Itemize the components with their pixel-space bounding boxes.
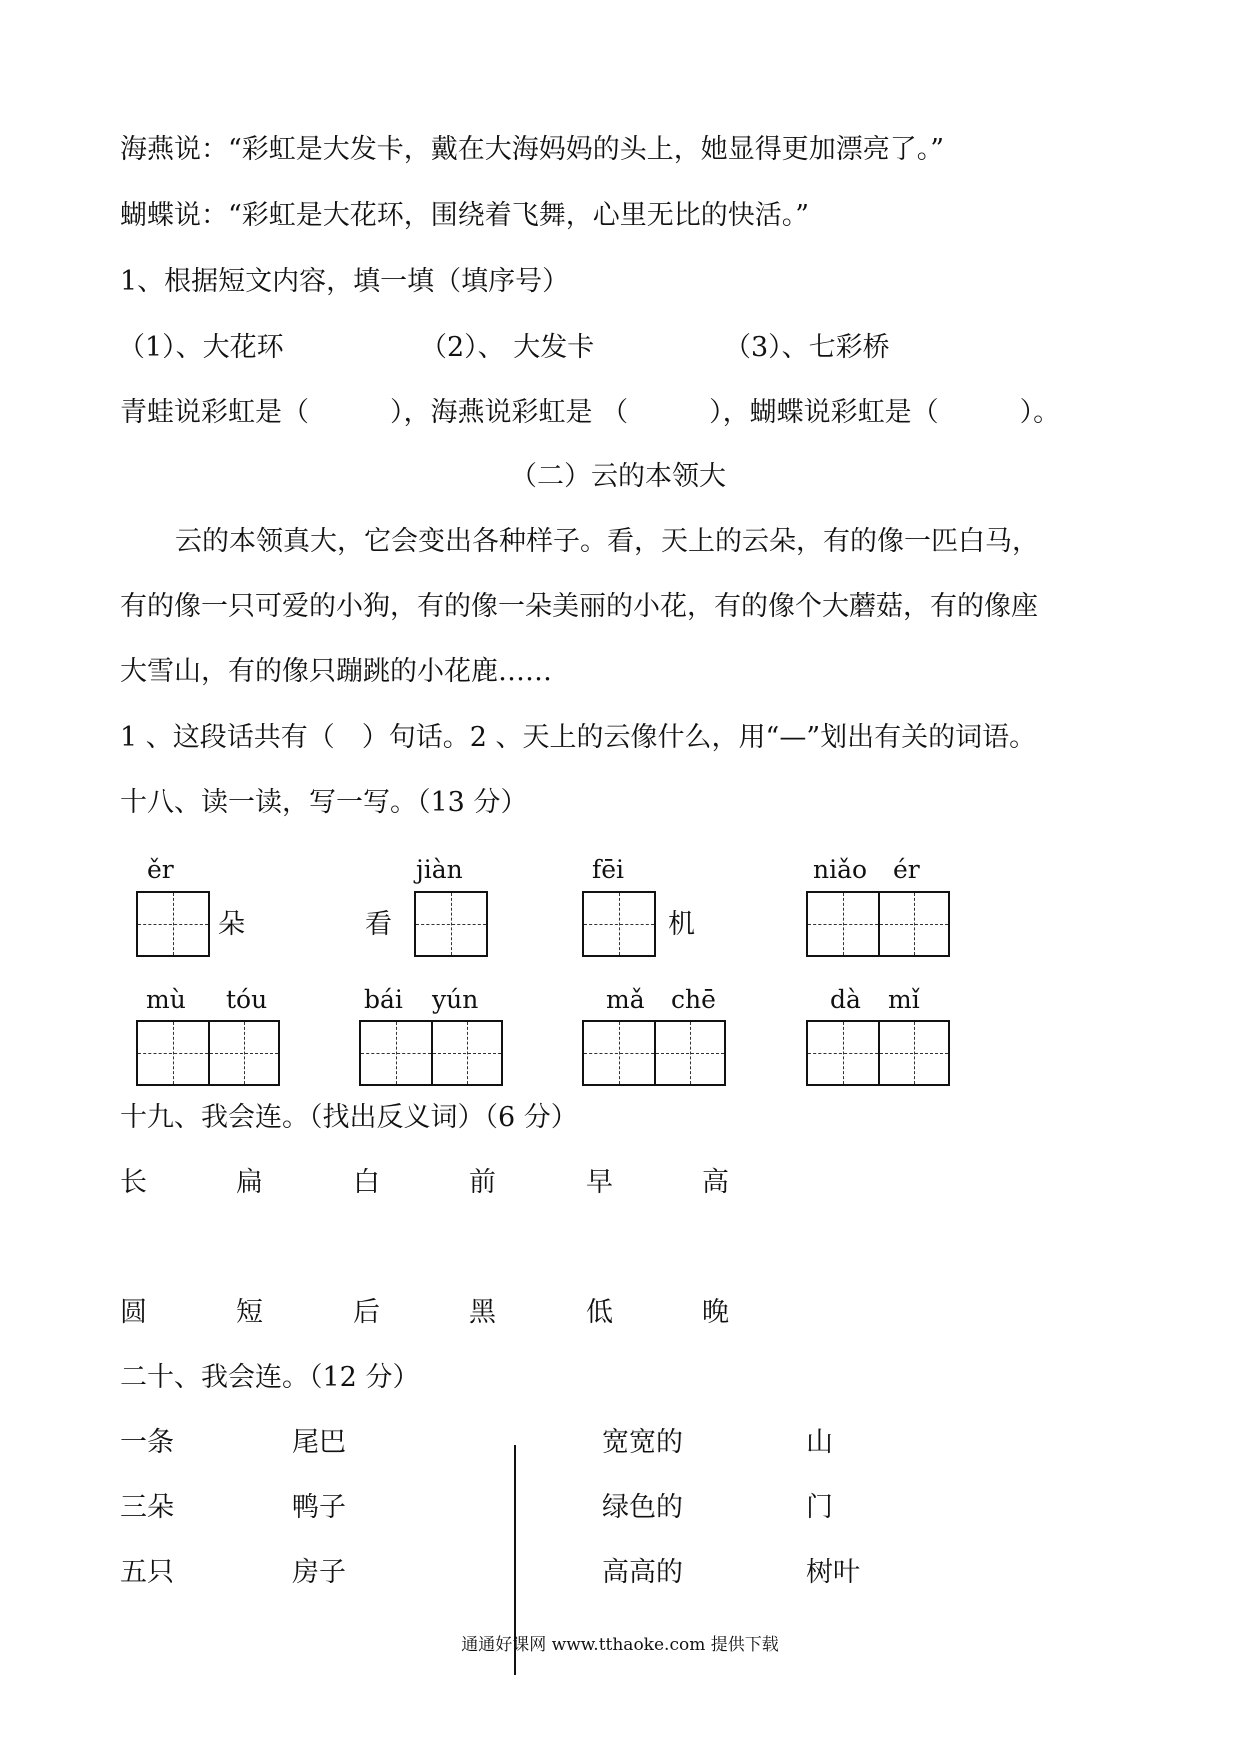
write-box-er[interactable] bbox=[136, 891, 210, 957]
section-18-title: 十八、读一读，写一写。（13 分） bbox=[120, 787, 528, 818]
char-duo: 朵 bbox=[218, 909, 245, 940]
write-box-niaoer[interactable] bbox=[806, 891, 950, 957]
cloud-paragraph-line-1: 云的本领真大，它会变出各种样子。看，天上的云朵，有的像一匹白马， bbox=[175, 526, 1039, 557]
match-noun-2[interactable]: 鸭子 bbox=[292, 1492, 346, 1523]
pinyin-er: ěr bbox=[147, 855, 174, 884]
pinyin-bai: bái bbox=[364, 985, 403, 1014]
char-kan: 看 bbox=[365, 909, 392, 940]
match-adj-1[interactable]: 宽宽的 bbox=[602, 1427, 683, 1458]
antonym-bottom-6[interactable]: 晚 bbox=[702, 1297, 729, 1328]
pinyin-niao: niǎo bbox=[813, 855, 868, 884]
section-20-title: 二十、我会连。（12 分） bbox=[120, 1362, 420, 1393]
antonym-bottom-5[interactable]: 低 bbox=[586, 1297, 613, 1328]
cloud-paragraph-line-2: 有的像一只可爱的小狗，有的像一朵美丽的小花，有的像个大蘑菇，有的像座 bbox=[120, 591, 1038, 622]
antonym-bottom-3[interactable]: 后 bbox=[353, 1297, 380, 1328]
write-box-baiyun[interactable] bbox=[359, 1020, 503, 1086]
match-object-3[interactable]: 树叶 bbox=[806, 1557, 860, 1588]
match-noun-3[interactable]: 房子 bbox=[292, 1557, 346, 1588]
write-box-dami[interactable] bbox=[806, 1020, 950, 1086]
antonym-bottom-4[interactable]: 黑 bbox=[469, 1297, 496, 1328]
pinyin-fei: fēi bbox=[592, 855, 625, 884]
pinyin-tou: tóu bbox=[226, 985, 268, 1014]
match-object-1[interactable]: 山 bbox=[806, 1427, 833, 1458]
antonym-top-1[interactable]: 长 bbox=[120, 1167, 147, 1198]
antonym-top-3[interactable]: 白 bbox=[353, 1167, 380, 1198]
pinyin-jian: jiàn bbox=[416, 855, 463, 884]
antonym-top-5[interactable]: 早 bbox=[586, 1167, 613, 1198]
passage-line-haiyan: 海燕说：“彩虹是大发卡，戴在大海妈妈的头上，她显得更加漂亮了。” bbox=[120, 134, 945, 165]
match-measure-1[interactable]: 一条 bbox=[120, 1427, 174, 1458]
pinyin-che: chē bbox=[671, 985, 716, 1014]
pinyin-mu: mù bbox=[146, 985, 186, 1014]
pinyin-mi: mǐ bbox=[888, 985, 920, 1014]
match-adj-2[interactable]: 绿色的 bbox=[602, 1492, 683, 1523]
cloud-questions: 1 、这段话共有（ ）句话。2 、天上的云像什么，用“—”划出有关的词语。 bbox=[120, 722, 1037, 753]
question-fill-title: 1、根据短文内容，填一填（填序号） bbox=[120, 266, 570, 297]
pinyin-er2: ér bbox=[893, 855, 920, 884]
antonym-top-2[interactable]: 扁 bbox=[236, 1167, 263, 1198]
option-2: （2）、 大发卡 bbox=[420, 332, 595, 363]
match-noun-1[interactable]: 尾巴 bbox=[292, 1427, 346, 1458]
antonym-bottom-2[interactable]: 短 bbox=[236, 1297, 263, 1328]
passage-line-hudie: 蝴蝶说：“彩虹是大花环，围绕着飞舞，心里无比的快活。” bbox=[120, 200, 810, 231]
match-object-2[interactable]: 门 bbox=[806, 1492, 833, 1523]
match-measure-3[interactable]: 五只 bbox=[120, 1557, 174, 1588]
write-box-mache[interactable] bbox=[582, 1020, 726, 1086]
option-1: （1）、大花环 bbox=[118, 332, 284, 363]
write-box-jian[interactable] bbox=[414, 891, 488, 957]
write-box-fei[interactable] bbox=[582, 891, 656, 957]
pinyin-da: dà bbox=[830, 985, 861, 1014]
write-box-mutou[interactable] bbox=[136, 1020, 280, 1086]
char-ji: 机 bbox=[668, 909, 695, 940]
fill-blanks-line: 青蛙说彩虹是（ ），海燕说彩虹是 （ ），蝴蝶说彩虹是（ ）。 bbox=[120, 397, 1061, 428]
section-19-title: 十九、我会连。（找出反义词）（6 分） bbox=[120, 1102, 578, 1133]
section-title-cloud: （二）云的本领大 bbox=[510, 461, 726, 492]
cloud-paragraph-line-3: 大雪山，有的像只蹦跳的小花鹿…… bbox=[120, 656, 552, 687]
option-3: （3）、七彩桥 bbox=[724, 332, 890, 363]
antonym-bottom-1[interactable]: 圆 bbox=[120, 1297, 147, 1328]
match-adj-3[interactable]: 高高的 bbox=[602, 1557, 683, 1588]
antonym-top-6[interactable]: 高 bbox=[702, 1167, 729, 1198]
pinyin-ma: mǎ bbox=[606, 985, 645, 1014]
pinyin-yun: yún bbox=[432, 985, 479, 1014]
page-footer: 通通好课网 www.tthaoke.com 提供下载 bbox=[461, 1635, 779, 1655]
antonym-top-4[interactable]: 前 bbox=[469, 1167, 496, 1198]
match-measure-2[interactable]: 三朵 bbox=[120, 1492, 174, 1523]
